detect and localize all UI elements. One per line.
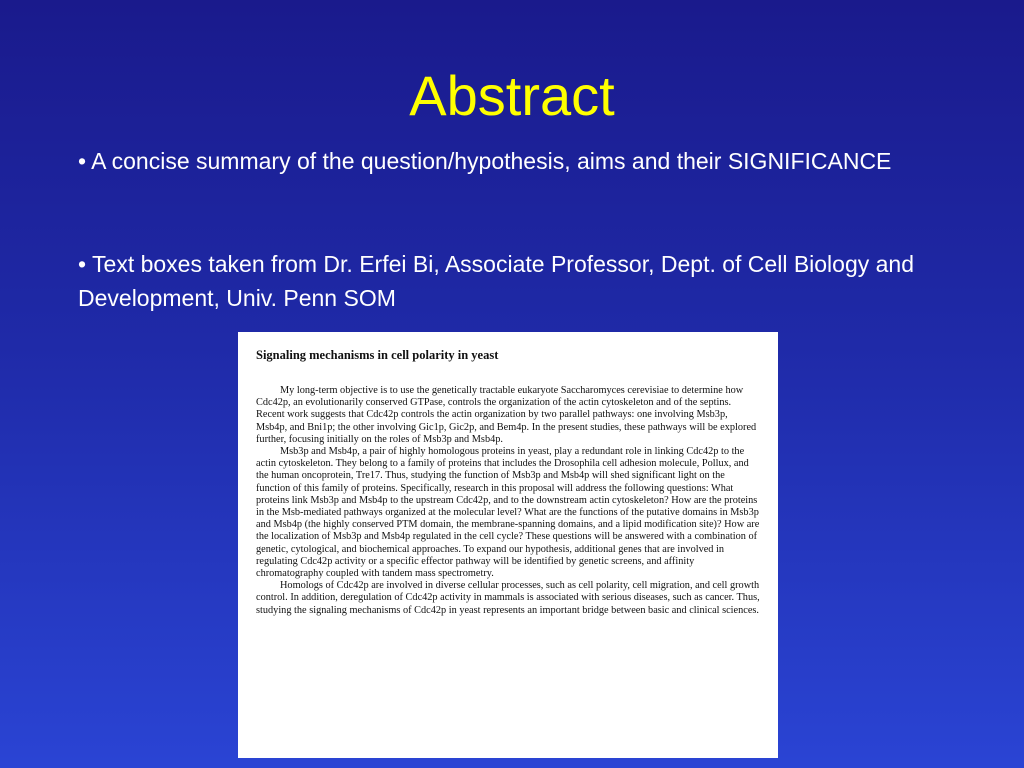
bullet-source: • Text boxes taken from Dr. Erfei Bi, Associate Professor, Dept. of Cell Biology and Development, Univ. Penn SOM — [78, 251, 915, 311]
slide-title: Abstract — [409, 64, 615, 127]
document-paragraph-msb: Msb3p and Msb4p, a pair of highly homologous proteins in yeast, play a redundant role in linking Cdc42p to the actin cytoskeleton. They belong to a family of proteins that includes the Drosophila cell adhesion molecule, Pollux, and the human oncoprotein, Tre17. Thus, studying the function of Msb3p and Msb4p will shed significant light on the function of this family of proteins. Specifically, research in this proposal will address the following questions: What proteins link Msb3p and Msb4p to the upstream Cdc42p, and to the downstream actin cytoskeleton? How are the proteins in the Msb-mediated pathways organized at the molecular level? What are the functions of the putative domains in Msb3p and Msb4p (the highly conserved PTM domain, the membrane-spanning domains, and a lipid modification site)? How are the localization of Msb3p and Msb4p regulated in the cell cycle? These questions will be answered with a combination of genetic, cytological, and biochemical approaches. To expand our hypothesis, additional genes that are involved in regulating Cdc42p activity or a specific effector pathway will be identified by genetic screens, and affinity chromatography coupled with tandem mass spectrometry. — [256, 446, 760, 580]
document-title: Signaling mechanisms in cell polarity in yeast — [256, 348, 499, 362]
abstract-document-image — [238, 332, 778, 758]
bullet-summary: • A concise summary of the question/hypothesis, aims and their SIGNIFICANCE — [78, 148, 892, 174]
document-paragraph-objective: My long-term objective is to use the genetically tractable eukaryote Saccharomyces cerevisiae to determine how Cdc42p, an evolutionarily conserved GTPase, controls the organization of the actin cytoskeleton and of the septins. Recent work suggests that Cdc42p controls the actin organization by two parallel pathways: one involving Msb3p, Msb4p, and Bni1p; the other involving Gic1p, Gic2p, and Bem4p. In the present studies, these pathways will be explored further, focusing initially on the roles of Msb3p and Msb4p. — [256, 385, 757, 445]
document-paragraph-significance: Homologs of Cdc42p are involved in diverse cellular processes, such as cell polarity, cell migration, and cell growth control. In addition, deregulation of Cdc42p activity in mammals is associated with serious diseases, such as cancer. Thus, studying the signaling mechanisms of Cdc42p in yeast represents an important bridge between basic and clinical sciences. — [256, 580, 760, 616]
